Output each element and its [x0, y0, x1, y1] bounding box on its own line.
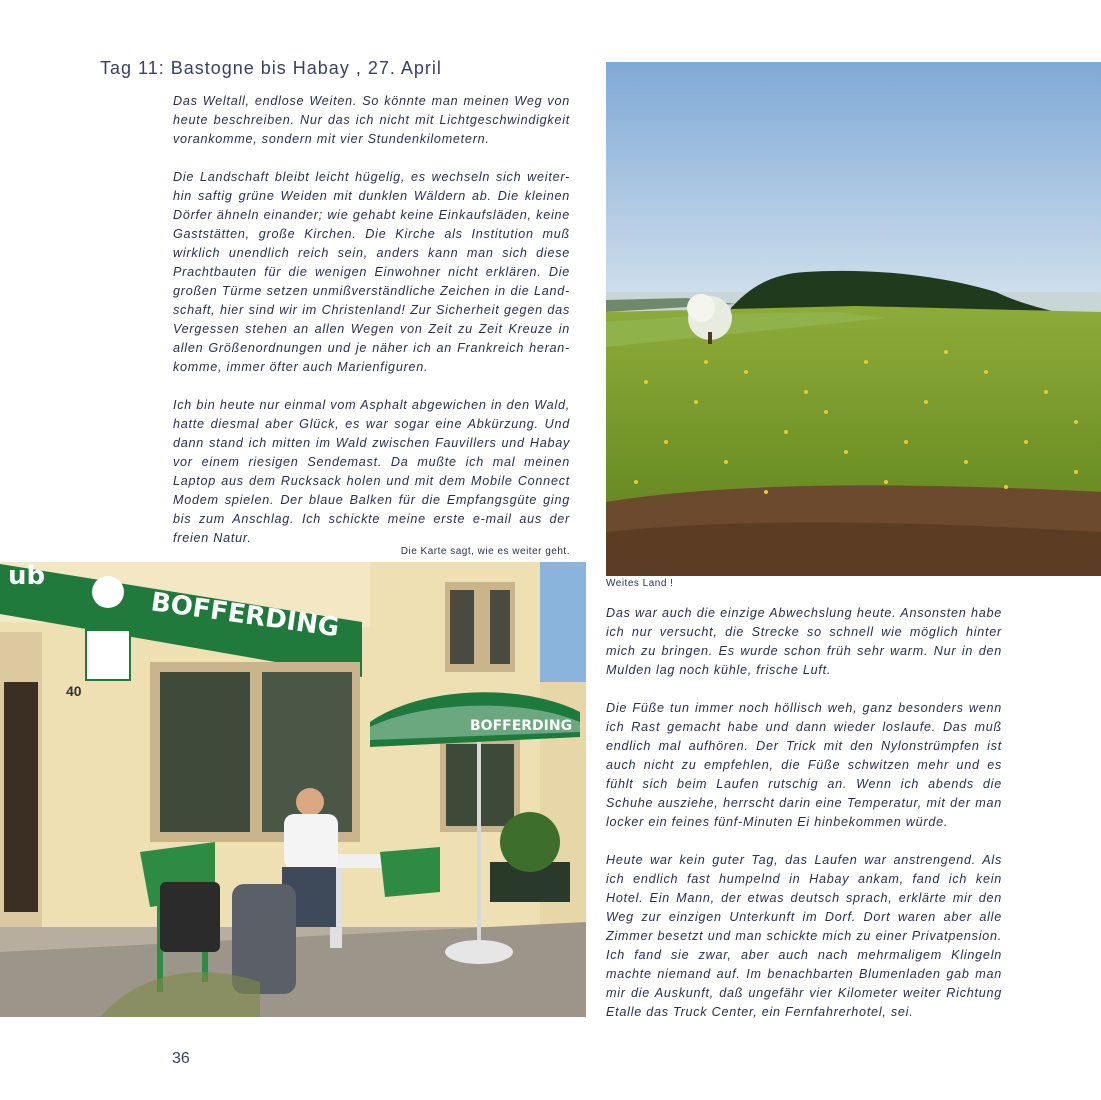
cafe-sign-partial: ub [8, 562, 46, 591]
landscape-photo [606, 62, 1101, 576]
paragraph: Die Landschaft bleibt leicht hügelig, es wechseln sich weiter-hin saftig grüne Weiden mit dunklen Wäldern ab. Die kleinen Dörfer ähneln einander; wie gehabt keine Einkaufsläden, keine Gaststätten, große Kirchen. Die Kirche als Institution muß wirklich unendlich reich sein, anders kann man sich diese Prachtbauten für die wenigen Einwohner nicht erklären. Die großen Türme setzen unmißverständliche Zeichen in die Land-schaft, hier sind wir im Christenland! Zur Sicherheit gegen das Vergessen stehen an allen Wegen von Zeit zu Zeit Kreuze in allen Größenordnungen und je näher ich an Frankreich heran-komme, immer öfter auch Marienfiguren. [173, 170, 570, 374]
page-number: 36 [172, 1050, 190, 1067]
right-text-column [606, 604, 1002, 1022]
map-caption: Die Karte sagt, wie es weiter geht. [400, 546, 570, 557]
left-text-column [173, 92, 570, 548]
page-title: Tag 11: Bastogne bis Habay , 27. April [100, 58, 442, 78]
umbrella-text: BOFFERDING [470, 718, 573, 734]
paragraph: Die Füße tun immer noch höllisch weh, ganz besonders wenn ich Rast gemacht habe und dann wieder loslaufe. Das muß endlich mal aufhören. Der Trick mit den Nylonstrümpfen ist auch nicht zu empfehlen, die Füße schwitzen mehr und es fühlt sich beim Laufen rutschig an. Wenn ich abends die Schuhe ausziehe, herrscht darin eine Temperatur, mit der man locker ein feines fünf-Minuten Ei hinbekommen würde. [606, 701, 1002, 829]
landscape-caption: Weites Land ! [606, 578, 674, 589]
paragraph: Das Weltall, endlose Weiten. So könnte man meinen Weg von heute beschreiben. Nur das ich nicht mit Lichtgeschwindigkeit vorankomme, sondern mit vier Stundenkilometern. [173, 94, 570, 146]
cafe-photo [0, 562, 586, 1017]
paragraph: Heute war kein guter Tag, das Laufen war anstrengend. Als ich endlich fast humpelnd in Habay ankam, fand ich kein Hotel. Ein Mann, der etwas deutsch sprach, erklärte mir den Weg zur einzigen Unterkunft im Dorf. Dort waren aber alle Zimmer besetzt und man schickte mich zu einer Privatpension. Ich fand sie zwar, aber auch nach mehrmaligem Klingeln machte niemand auf. Im benachbarten Blumenladen gab man mir die Auskunft, daß ungefähr vier Kilometer weiter Richtung Etalle das Truck Center, ein Fernfahrerhotel, sei. [606, 853, 1002, 1019]
cafe-sign-text: BOFFERDING [149, 587, 341, 644]
house-number: 40 [66, 683, 82, 699]
paragraph: Das war auch die einzige Abwechslung heute. Ansonsten habe ich nur versucht, die Strecke so schnell wie möglich hinter mich zu bringen. Es wurde schon früh sehr warm. Nur in den Mulden lag noch kühle, frische Luft. [606, 606, 1002, 677]
paragraph: Ich bin heute nur einmal vom Asphalt abgewichen in den Wald, hatte diesmal aber Glück, es war sogar eine Abkürzung. Und dann stand ich mitten im Wald zwischen Fauvillers und Habay vor einem riesigen Sendemast. Da mußte ich mal meinen Laptop aus dem Rucksack holen und mit dem Mobile Connect Modem spielen. Der blaue Balken für die Empfangsgüte ging bis zum Anschlag. Ich schickte meine erste e-mail aus der freien Natur. [173, 398, 570, 545]
